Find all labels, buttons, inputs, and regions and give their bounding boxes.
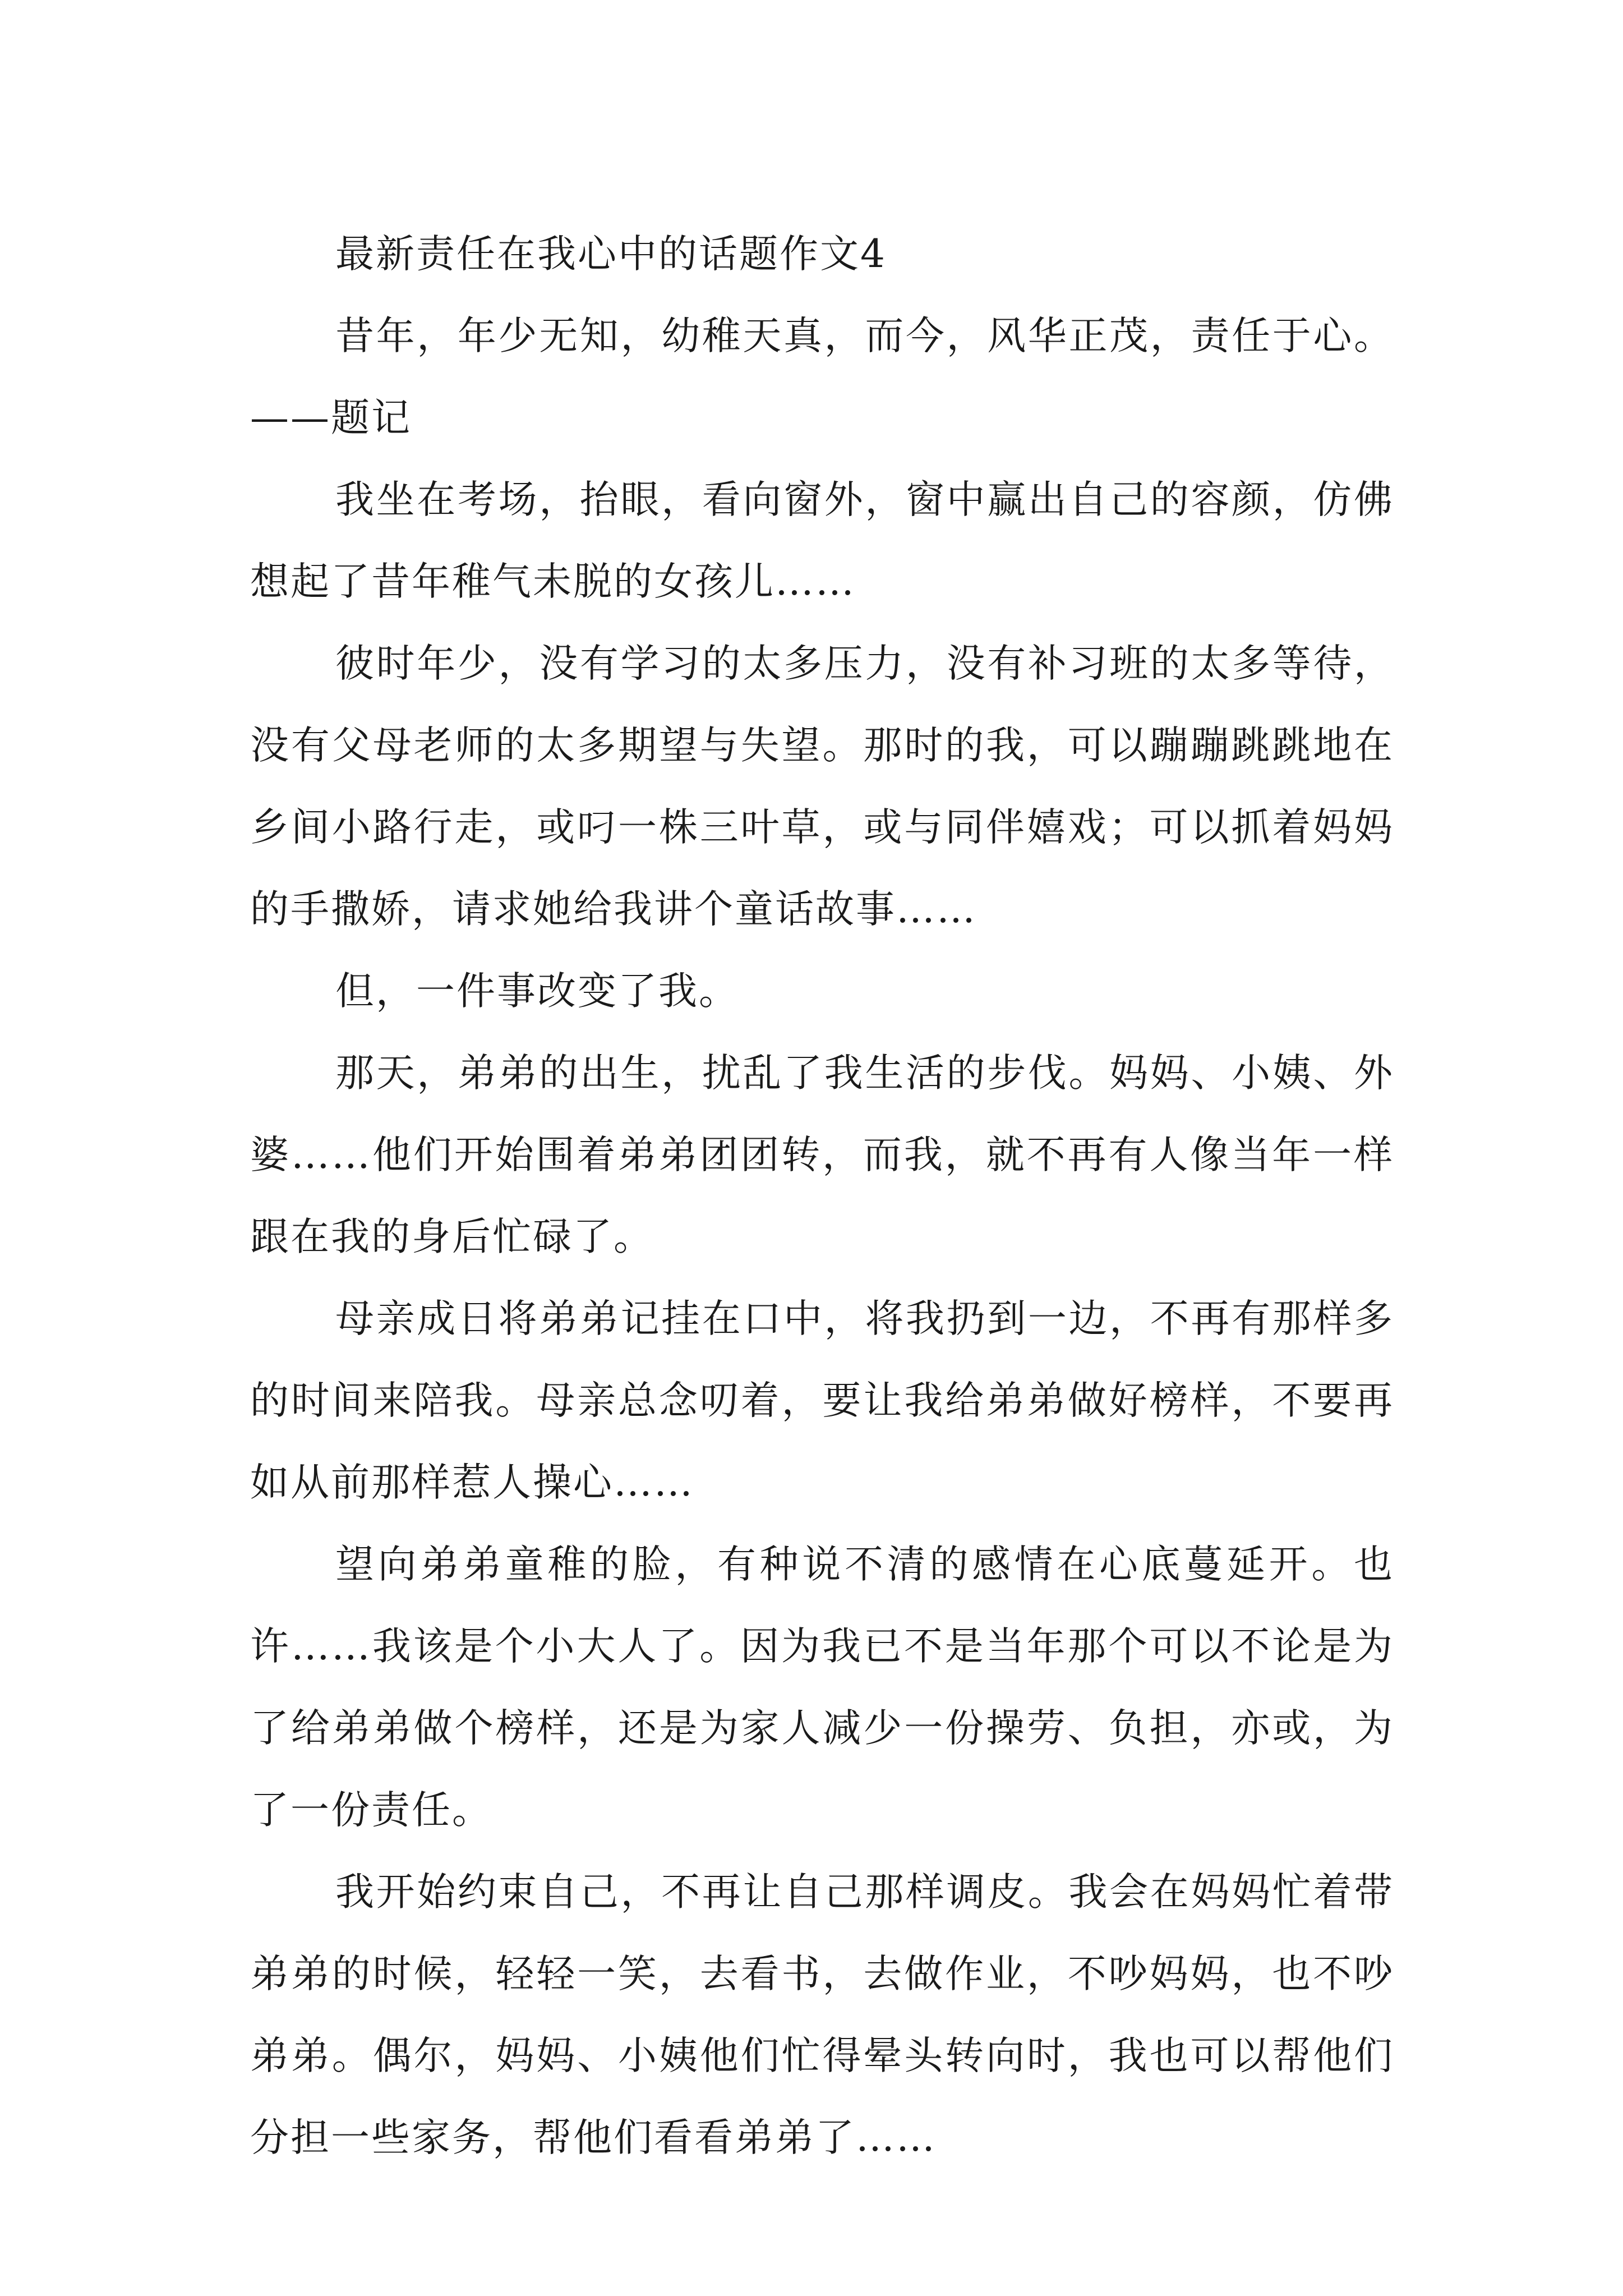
paragraph-epigraph: 昔年，年少无知，幼稚天真，而今，风华正茂，责任于心。——题记 xyxy=(250,314,1394,440)
essay-title: 最新责任在我心中的话题作文4 xyxy=(335,232,887,277)
paragraph-turning-point: 但，一件事改变了我。 xyxy=(335,969,739,1014)
essay-body xyxy=(250,213,1394,2179)
paragraph-realization: 望向弟弟童稚的脸，有种说不清的感情在心底蔓延开。也许……我该是个小大人了。因为我已不是当年那个可以不论是为了给弟弟做个榜样，还是为家人减少一份操劳、负担，亦或，为了一份责任。 xyxy=(250,1542,1394,1833)
paragraph-responsibility: 我开始约束自己，不再让自己那样调皮。我会在妈妈忙着带弟弟的时候，轻轻一笑，去看书，去做作业，不吵妈妈，也不吵弟弟。偶尔，妈妈、小姨他们忙得晕头转向时，我也可以帮他们分担一些家务，帮他们看看弟弟了…… xyxy=(250,1870,1394,2160)
paragraph-childhood: 彼时年少，没有学习的太多压力，没有补习班的太多等待，没有父母老师的太多期望与失望。那时的我，可以蹦蹦跳跳地在乡间小路行走，或叼一株三叶草，或与同伴嬉戏；可以抓着妈妈的手撒娇，请求她给我讲个童话故事…… xyxy=(250,641,1394,932)
paragraph-brother-born: 那天，弟弟的出生，扰乱了我生活的步伐。妈妈、小姨、外婆……他们开始围着弟弟团团转，而我，就不再有人像当年一样跟在我的身后忙碌了。 xyxy=(250,1051,1394,1259)
paragraph-mother: 母亲成日将弟弟记挂在口中，将我扔到一边，不再有那样多的时间来陪我。母亲总念叨着，要让我给弟弟做好榜样，不要再如从前那样惹人操心…… xyxy=(250,1296,1394,1505)
paragraph-exam-room: 我坐在考场，抬眼，看向窗外，窗中赢出自己的容颜，仿佛想起了昔年稚气未脱的女孩儿…… xyxy=(250,477,1394,604)
